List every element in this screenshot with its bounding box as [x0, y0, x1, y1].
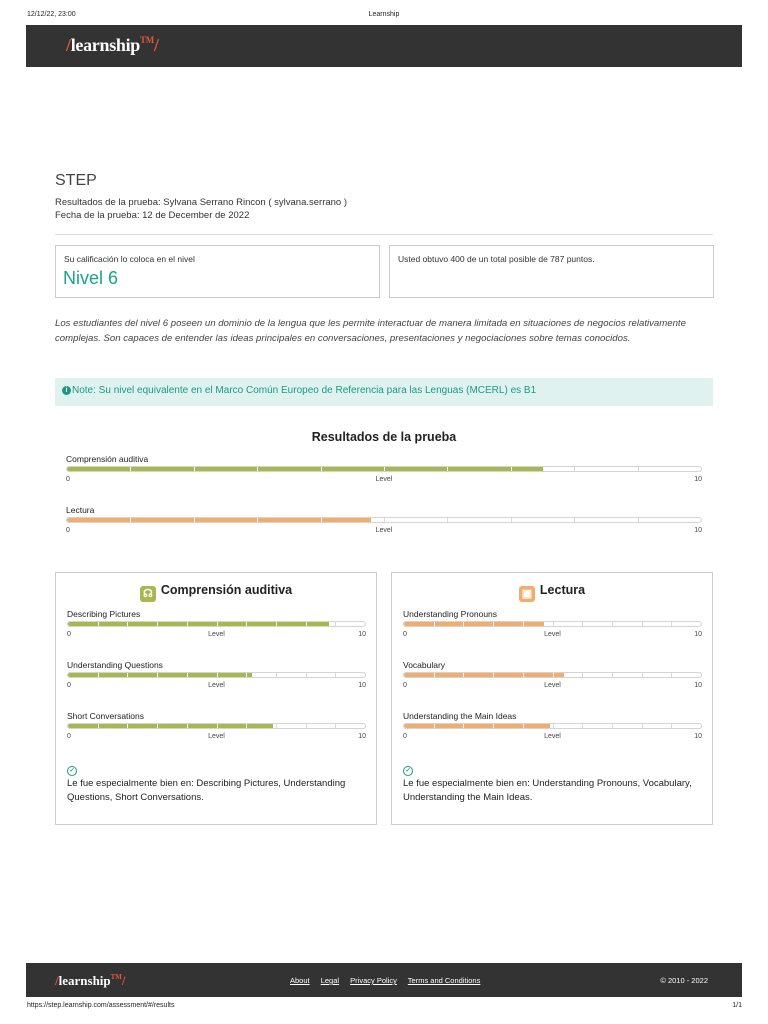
subskill-1-2-bar-tick	[671, 724, 672, 728]
subskill-0-1-bar-tick	[276, 673, 277, 677]
overall-listening-bar-tick	[511, 467, 512, 471]
listening-panel	[55, 572, 377, 825]
info-icon: i	[62, 386, 71, 395]
scale-max: 10	[694, 527, 702, 534]
scale-mid: Level	[375, 476, 393, 483]
scale-min: 0	[403, 631, 407, 638]
divider	[55, 234, 713, 235]
subskill-0-2-label: Short Conversations	[67, 711, 145, 721]
overall-listening-scale	[66, 476, 702, 486]
copyright: © 2010 - 2022	[660, 976, 708, 985]
print-page-number: 1/1	[732, 1002, 742, 1009]
overall-listening-bar-tick	[257, 467, 258, 471]
subskill-1-2-scale	[403, 733, 702, 743]
overall-reading-bar-tick	[257, 518, 258, 522]
subskill-1-2-bar-tick	[463, 724, 464, 728]
subskill-0-2-scale	[67, 733, 366, 743]
scale-mid: Level	[208, 733, 225, 740]
scale-min: 0	[67, 733, 71, 740]
subskill-1-2-bar	[403, 723, 702, 729]
subskill-0-2-bar-tick	[98, 724, 99, 728]
scale-max: 10	[358, 733, 366, 740]
scale-min: 0	[66, 476, 70, 483]
overall-reading-bar-tick	[321, 518, 322, 522]
scale-mid: Level	[544, 682, 561, 689]
strengths-text: Le fue especialmente bien en: Understanding Pronouns, Vocabulary, Understanding the Main Ideas.	[403, 778, 692, 803]
footer-links	[290, 976, 489, 985]
scale-min: 0	[66, 527, 70, 534]
subskill-0-0-bar-tick	[335, 622, 336, 626]
subskill-0-1-bar-tick	[335, 673, 336, 677]
cefr-note	[55, 378, 713, 406]
points-box	[389, 245, 714, 298]
subskill-1-0-bar-tick	[642, 622, 643, 626]
overall-reading-bar-fill	[67, 518, 371, 522]
scale-max: 10	[694, 631, 702, 638]
subskill-1-2-bar-fill	[404, 724, 550, 728]
subskill-1-2-bar-tick	[493, 724, 494, 728]
subskill-0-0-bar-tick	[187, 622, 188, 626]
learnship-logo[interactable]: /learnship™/	[66, 35, 159, 55]
subskill-0-2-bar-fill	[68, 724, 273, 728]
subskill-0-0-bar-tick	[157, 622, 158, 626]
scale-min: 0	[403, 682, 407, 689]
overall-listening-bar	[66, 466, 702, 472]
subskill-1-0-bar-tick	[463, 622, 464, 626]
footer-link-terms[interactable]: Terms and Conditions	[407, 976, 481, 985]
subskill-0-1-bar-tick	[217, 673, 218, 677]
points-text: Usted obtuvo 400 de un total posible de 787 puntos.	[398, 254, 595, 264]
subskill-0-1-bar	[67, 672, 366, 678]
scale-mid: Level	[375, 527, 393, 534]
scale-max: 10	[694, 682, 702, 689]
subskill-0-1-bar-tick	[246, 673, 247, 677]
scale-mid: Level	[208, 682, 225, 689]
subskill-0-1-bar-tick	[157, 673, 158, 677]
subskill-0-0-bar-tick	[98, 622, 99, 626]
subskill-0-0-bar-tick	[127, 622, 128, 626]
check-icon: ✓	[403, 766, 413, 776]
subskill-1-1-bar	[403, 672, 702, 678]
subskill-0-2-bar-tick	[127, 724, 128, 728]
overall-reading-bar-tick	[638, 518, 639, 522]
subskill-1-1-bar-tick	[582, 673, 583, 677]
subskill-0-1-bar-tick	[98, 673, 99, 677]
scale-mid: Level	[208, 631, 225, 638]
subskill-1-2-bar-tick	[582, 724, 583, 728]
scale-min: 0	[67, 631, 71, 638]
subskill-0-0-bar-tick	[217, 622, 218, 626]
subskill-1-2-bar-tick	[553, 724, 554, 728]
subskill-0-1-bar-fill	[68, 673, 252, 677]
overall-reading-bar-tick	[130, 518, 131, 522]
print-url: https://step.learnship.com/assessment/#/results	[27, 1002, 175, 1009]
scale-max: 10	[694, 476, 702, 483]
subskill-0-0-bar-fill	[68, 622, 329, 626]
subskill-0-0-label: Describing Pictures	[67, 609, 141, 619]
overall-reading-bar-tick	[574, 518, 575, 522]
top-nav-bar	[26, 25, 742, 67]
scale-min: 0	[67, 682, 71, 689]
footer	[26, 963, 742, 997]
subskill-0-0-scale	[67, 631, 366, 641]
subskill-1-0-bar-tick	[612, 622, 613, 626]
results-title: Resultados de la prueba	[311, 430, 457, 444]
subskill-0-1-bar-tick	[127, 673, 128, 677]
reading-panel-title: ▣ Lectura	[392, 583, 712, 602]
footer-link-legal[interactable]: Legal	[320, 976, 340, 985]
overall-listening-bar-tick	[321, 467, 322, 471]
subskill-1-1-bar-tick	[642, 673, 643, 677]
overall-reading-bar-tick	[447, 518, 448, 522]
subskill-1-2-bar-tick	[612, 724, 613, 728]
level-description: Los estudiantes del nivel 6 poseen un dominio de la lengua que les permite interactuar de manera limitada en situaciones de negocios relativamente complejas. Son capaces de entender las ideas principales en conversaciones, presentaciones y negociaciones sobre temas conocidos.	[55, 318, 686, 344]
subskill-1-2-bar-tick	[642, 724, 643, 728]
listening-panel-title: ☊ Comprensión auditiva	[56, 583, 376, 602]
subskill-1-2-bar-tick	[523, 724, 524, 728]
overall-listening-label: Comprensión auditiva	[66, 454, 149, 464]
subskill-0-1-bar-tick	[187, 673, 188, 677]
footer-link-privacy[interactable]: Privacy Policy	[350, 976, 397, 985]
subskill-0-0-bar-tick	[246, 622, 247, 626]
check-icon: ✓	[67, 766, 77, 776]
subskill-0-2-bar-tick	[335, 724, 336, 728]
subskill-0-0-bar	[67, 621, 366, 627]
subskill-1-1-bar-tick	[463, 673, 464, 677]
level-value: Nivel 6	[63, 268, 119, 288]
overall-listening-bar-tick	[574, 467, 575, 471]
level-box	[55, 245, 380, 298]
subskill-1-1-bar-tick	[523, 673, 524, 677]
subskill-0-0-bar-tick	[276, 622, 277, 626]
page-title: STEP	[55, 172, 97, 189]
scale-max: 10	[358, 631, 366, 638]
test-results-owner: Resultados de la prueba: Sylvana Serrano Rincon ( sylvana.serrano )	[55, 197, 348, 208]
subskill-0-2-bar-tick	[187, 724, 188, 728]
scale-mid: Level	[544, 733, 561, 740]
print-header	[0, 0, 768, 22]
subskill-0-2-bar	[67, 723, 366, 729]
subskill-1-1-bar-tick	[553, 673, 554, 677]
overall-reading-bar-tick	[384, 518, 385, 522]
subskill-1-0-label: Understanding Pronouns	[403, 609, 498, 619]
subskill-1-1-bar-tick	[434, 673, 435, 677]
subskill-1-0-bar-tick	[523, 622, 524, 626]
overall-listening-bar-fill	[67, 467, 543, 471]
overall-reading-scale	[66, 527, 702, 537]
reading-panel	[391, 572, 713, 825]
subskill-1-0-bar-tick	[671, 622, 672, 626]
overall-listening-bar-tick	[447, 467, 448, 471]
subskill-0-1-bar-tick	[306, 673, 307, 677]
overall-listening-bar-tick	[384, 467, 385, 471]
overall-reading-label: Lectura	[66, 505, 95, 515]
subskill-0-2-bar-tick	[306, 724, 307, 728]
subskill-1-0-bar-tick	[553, 622, 554, 626]
overall-listening-bar-tick	[130, 467, 131, 471]
subskill-1-1-scale	[403, 682, 702, 692]
subskill-0-2-bar-tick	[217, 724, 218, 728]
subskill-1-0-bar	[403, 621, 702, 627]
print-datetime: 12/12/22, 23:00	[27, 11, 76, 18]
overall-reading-bar	[66, 517, 702, 523]
subskill-0-2-bar-tick	[246, 724, 247, 728]
strengths-text: Le fue especialmente bien en: Describing Pictures, Understanding Questions, Short Conversations.	[67, 778, 346, 803]
subskill-0-2-bar-tick	[157, 724, 158, 728]
subskill-1-2-label: Understanding the Main Ideas	[403, 711, 517, 721]
subskill-0-0-bar-tick	[306, 622, 307, 626]
subskill-1-1-bar-tick	[671, 673, 672, 677]
subskill-1-0-bar-tick	[582, 622, 583, 626]
headphones-icon: ☊	[140, 586, 156, 602]
subskill-1-1-bar-tick	[612, 673, 613, 677]
subskill-1-0-bar-tick	[493, 622, 494, 626]
book-icon: ▣	[519, 586, 535, 602]
cefr-note-text: Note: Su nivel equivalente en el Marco Común Europeo de Referencia para las Lenguas (MCERL) es B1	[72, 385, 537, 396]
subskill-1-1-label: Vocabulary	[403, 660, 446, 670]
scale-mid: Level	[544, 631, 561, 638]
overall-listening-bar-tick	[194, 467, 195, 471]
subskill-1-0-scale	[403, 631, 702, 641]
scale-max: 10	[358, 682, 366, 689]
subskill-1-0-bar-tick	[434, 622, 435, 626]
test-date: Fecha de la prueba: 12 de December de 2022	[55, 210, 250, 221]
scale-max: 10	[694, 733, 702, 740]
subskill-0-1-scale	[67, 682, 366, 692]
subskill-1-1-bar-fill	[404, 673, 564, 677]
subskill-0-2-bar-tick	[276, 724, 277, 728]
print-title: Learnship	[368, 11, 400, 18]
overall-listening-bar-tick	[638, 467, 639, 471]
overall-reading-bar-tick	[194, 518, 195, 522]
subskill-1-1-bar-tick	[493, 673, 494, 677]
footer-link-about[interactable]: About	[290, 976, 310, 985]
overall-reading-bar-tick	[511, 518, 512, 522]
level-label: Su calificación lo coloca en el nivel	[64, 254, 195, 264]
scale-min: 0	[403, 733, 407, 740]
subskill-0-1-label: Understanding Questions	[67, 660, 163, 670]
subskill-1-2-bar-tick	[434, 724, 435, 728]
footer-logo[interactable]: /learnship™/	[55, 973, 126, 988]
